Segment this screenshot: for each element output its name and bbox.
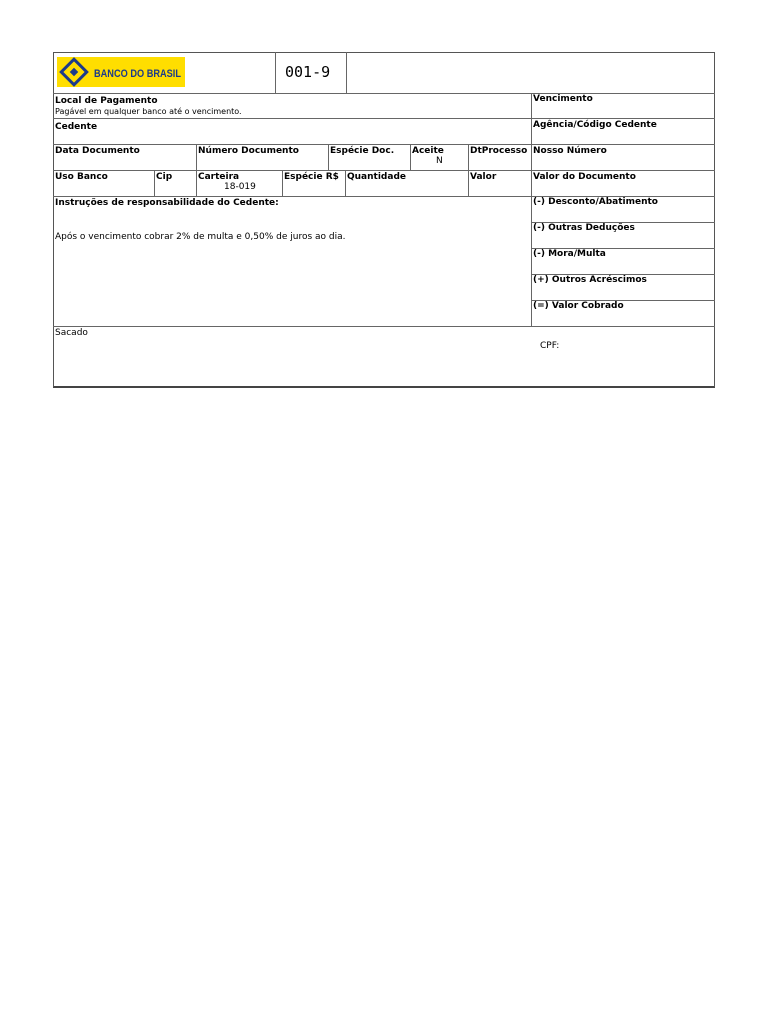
especie-doc-label: Espécie Doc.: [330, 146, 395, 156]
nosso-numero-label: Nosso Número: [533, 146, 607, 156]
divider: [468, 144, 469, 196]
divider: [410, 144, 411, 170]
aceite-label: Aceite: [412, 146, 444, 156]
dt-processo-label: DtProcesso: [470, 146, 528, 156]
divider: [531, 93, 532, 326]
instrucoes-label: Instruções de responsabilidade do Cedente:: [55, 198, 279, 208]
instrucoes-text: Após o vencimento cobrar 2% de multa e 0,50% de juros ao dia.: [55, 232, 346, 242]
uso-banco-label: Uso Banco: [55, 172, 108, 182]
divider: [53, 93, 715, 94]
cpf-label: CPF:: [540, 341, 560, 351]
especie-rs-label: Espécie R$: [284, 172, 339, 182]
divider: [275, 52, 276, 93]
divider: [346, 52, 347, 93]
carteira-label: Carteira: [198, 172, 240, 182]
data-documento-label: Data Documento: [55, 146, 140, 156]
divider: [53, 170, 715, 171]
sacado-label: Sacado: [55, 328, 88, 338]
bank-code: 001-9: [285, 63, 331, 81]
bank-logo: [57, 57, 185, 87]
valor-cobrado-label: (=) Valor Cobrado: [533, 301, 624, 311]
cip-label: Cip: [156, 172, 173, 182]
divider: [328, 144, 329, 170]
divider: [53, 118, 715, 119]
valor-documento-label: Valor do Documento: [533, 172, 636, 182]
numero-documento-label: Número Documento: [198, 146, 299, 156]
divider: [196, 144, 197, 196]
local-pagamento-value: Pagável em qualquer banco até o vencimento.: [55, 107, 242, 116]
cedente-label: Cedente: [55, 122, 98, 132]
vencimento-label: Vencimento: [533, 94, 593, 104]
local-pagamento-label: Local de Pagamento: [55, 96, 158, 106]
divider: [154, 170, 155, 196]
desconto-label: (-) Desconto/Abatimento: [533, 197, 658, 207]
divider: [282, 170, 283, 196]
agencia-label: Agência/Código Cedente: [533, 120, 657, 130]
bank-name: BANCO DO BRASIL: [94, 68, 182, 80]
divider: [345, 170, 346, 196]
quantidade-label: Quantidade: [347, 172, 406, 182]
mora-multa-label: (-) Mora/Multa: [533, 249, 606, 259]
divider: [53, 144, 715, 145]
valor-label: Valor: [470, 172, 497, 182]
banco-do-brasil-logo-icon: [57, 57, 185, 87]
aceite-value: N: [436, 156, 443, 166]
outros-acrescimos-label: (+) Outros Acréscimos: [533, 275, 647, 285]
outras-deducoes-label: (-) Outras Deduções: [533, 223, 635, 233]
carteira-value: 18-019: [224, 182, 256, 192]
divider: [53, 326, 715, 327]
